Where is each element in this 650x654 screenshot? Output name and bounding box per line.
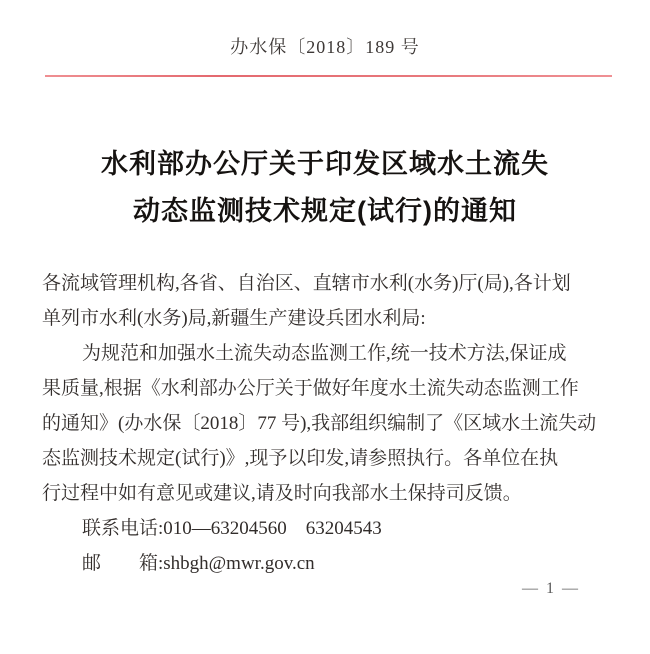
header-divider-line bbox=[45, 75, 612, 77]
paragraph-line-2: 果质量,根据《水利部办公厅关于做好年度水土流失动态监测工作 bbox=[42, 378, 579, 399]
document-body bbox=[42, 266, 612, 581]
salutation-line-2: 单列市水利(水务)局,新疆生产建设兵团水利局: bbox=[42, 308, 426, 329]
paragraph-line-5: 行过程中如有意见或建议,请及时向我部水土保持司反馈。 bbox=[42, 483, 522, 504]
page-number: — 1 — bbox=[522, 580, 580, 597]
contact-phone-line: 联系电话:010—63204560 63204543 bbox=[82, 518, 382, 539]
paragraph-line-1: 为规范和加强水土流失动态监测工作,统一技术方法,保证成 bbox=[82, 343, 567, 364]
title-line-2: 动态监测技术规定(试行)的通知 bbox=[133, 196, 517, 226]
paragraph-line-3: 的通知》(办水保〔2018〕77 号),我部组织编制了《区域水土流失动 bbox=[42, 413, 597, 434]
paragraph-line-4: 态监测技术规定(试行)》,现予以印发,请参照执行。各单位在执 bbox=[42, 448, 559, 469]
document-title bbox=[0, 141, 650, 235]
salutation-line-1: 各流域管理机构,各省、自治区、直辖市水利(水务)厅(局),各计划 bbox=[42, 273, 571, 294]
doc-number: 办水保〔2018〕189 号 bbox=[230, 37, 420, 57]
title-line-1: 水利部办公厅关于印发区域水土流失 bbox=[101, 149, 549, 179]
contact-email-line: 邮 箱:shbgh@mwr.gov.cn bbox=[82, 553, 315, 574]
